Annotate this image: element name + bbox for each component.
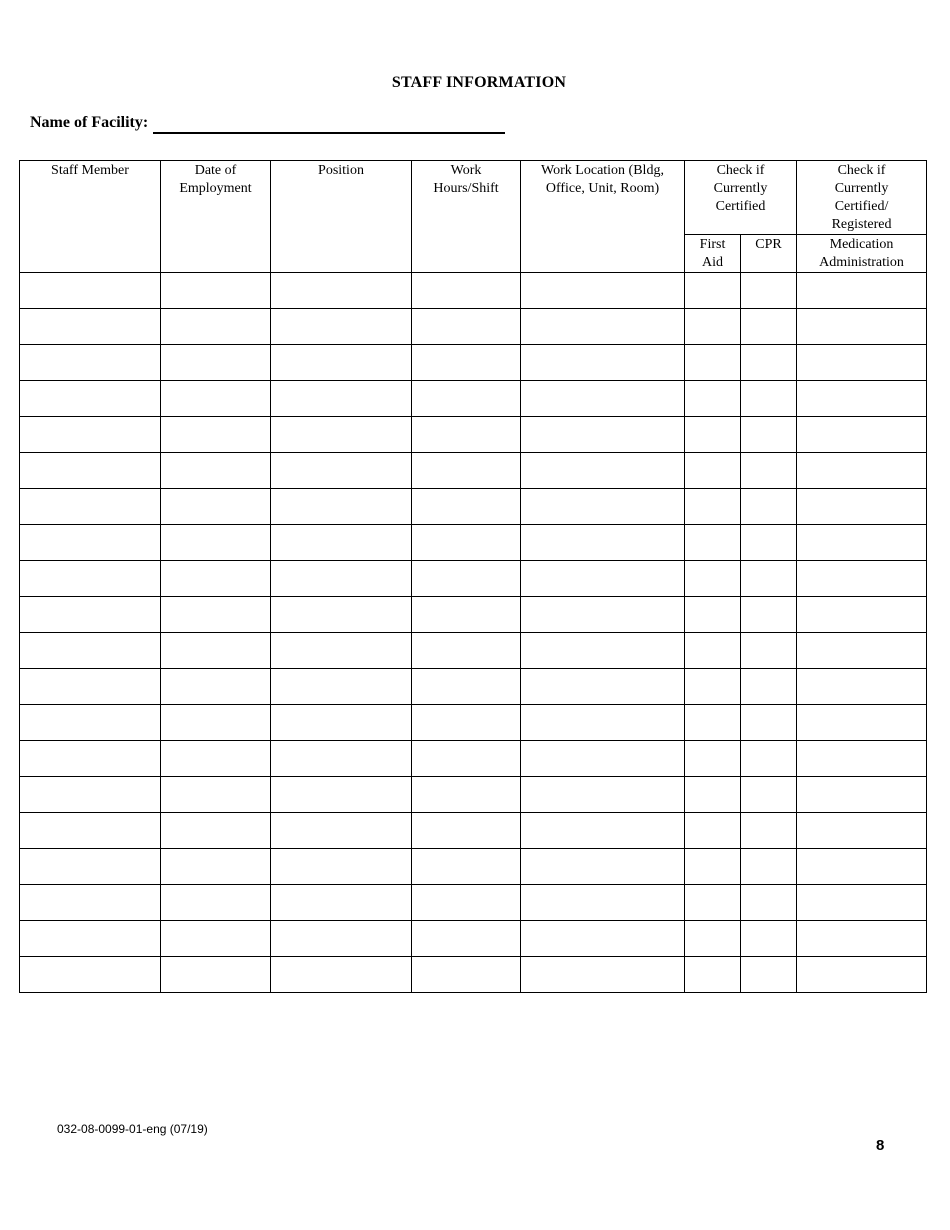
cell-cpr[interactable] <box>741 417 797 453</box>
cell-date-of-employment[interactable] <box>161 849 271 885</box>
cell-first-aid[interactable] <box>685 489 741 525</box>
cell-first-aid[interactable] <box>685 633 741 669</box>
cell-work-location[interactable] <box>521 417 685 453</box>
header-staff-member: Staff Member <box>20 161 161 273</box>
cell-medication-administration[interactable] <box>797 561 927 597</box>
cell-staff-member[interactable] <box>20 633 161 669</box>
cell-date-of-employment[interactable] <box>161 453 271 489</box>
cell-position[interactable] <box>271 489 412 525</box>
cell-staff-member[interactable] <box>20 957 161 993</box>
cell-work-location[interactable] <box>521 669 685 705</box>
cell-position[interactable] <box>271 525 412 561</box>
cell-staff-member[interactable] <box>20 309 161 345</box>
table-row <box>20 777 927 813</box>
cell-work-location[interactable] <box>521 885 685 921</box>
page-number: 8 <box>876 1137 885 1154</box>
cell-work-location[interactable] <box>521 957 685 993</box>
cell-cpr[interactable] <box>741 957 797 993</box>
cell-cpr[interactable] <box>741 777 797 813</box>
cell-medication-administration[interactable] <box>797 669 927 705</box>
cell-cpr[interactable] <box>741 381 797 417</box>
header-check-certified: Check if Currently Certified <box>685 161 797 235</box>
table-row <box>20 705 927 741</box>
cell-work-location[interactable] <box>521 309 685 345</box>
cell-work-hours-shift[interactable] <box>412 741 521 777</box>
cell-work-hours-shift[interactable] <box>412 525 521 561</box>
cell-staff-member[interactable] <box>20 705 161 741</box>
header-cpr: CPR <box>741 235 797 273</box>
cell-cpr[interactable] <box>741 345 797 381</box>
cell-date-of-employment[interactable] <box>161 921 271 957</box>
table-row <box>20 633 927 669</box>
cell-first-aid[interactable] <box>685 957 741 993</box>
cell-date-of-employment[interactable] <box>161 633 271 669</box>
cell-medication-administration[interactable] <box>797 525 927 561</box>
cell-work-hours-shift[interactable] <box>412 309 521 345</box>
cell-date-of-employment[interactable] <box>161 489 271 525</box>
cell-staff-member[interactable] <box>20 453 161 489</box>
cell-first-aid[interactable] <box>685 309 741 345</box>
cell-work-hours-shift[interactable] <box>412 669 521 705</box>
cell-first-aid[interactable] <box>685 453 741 489</box>
table-row <box>20 273 927 309</box>
staff-information-table <box>19 160 927 993</box>
cell-medication-administration[interactable] <box>797 309 927 345</box>
cell-work-hours-shift[interactable] <box>412 957 521 993</box>
cell-work-hours-shift[interactable] <box>412 273 521 309</box>
table-row <box>20 417 927 453</box>
table-row <box>20 921 927 957</box>
cell-date-of-employment[interactable] <box>161 525 271 561</box>
cell-work-location[interactable] <box>521 561 685 597</box>
cell-date-of-employment[interactable] <box>161 813 271 849</box>
cell-work-location[interactable] <box>521 453 685 489</box>
header-first-aid: First Aid <box>685 235 741 273</box>
cell-cpr[interactable] <box>741 813 797 849</box>
cell-cpr[interactable] <box>741 849 797 885</box>
cell-medication-administration[interactable] <box>797 381 927 417</box>
cell-medication-administration[interactable] <box>797 597 927 633</box>
cell-first-aid[interactable] <box>685 849 741 885</box>
cell-cpr[interactable] <box>741 525 797 561</box>
cell-position[interactable] <box>271 561 412 597</box>
cell-date-of-employment[interactable] <box>161 345 271 381</box>
cell-staff-member[interactable] <box>20 525 161 561</box>
table-row <box>20 597 927 633</box>
cell-work-location[interactable] <box>521 705 685 741</box>
cell-work-location[interactable] <box>521 849 685 885</box>
cell-position[interactable] <box>271 633 412 669</box>
cell-medication-administration[interactable] <box>797 813 927 849</box>
cell-work-hours-shift[interactable] <box>412 885 521 921</box>
cell-first-aid[interactable] <box>685 813 741 849</box>
cell-medication-administration[interactable] <box>797 885 927 921</box>
cell-cpr[interactable] <box>741 273 797 309</box>
cell-date-of-employment[interactable] <box>161 561 271 597</box>
cell-staff-member[interactable] <box>20 489 161 525</box>
table-row <box>20 345 927 381</box>
cell-staff-member[interactable] <box>20 741 161 777</box>
cell-date-of-employment[interactable] <box>161 957 271 993</box>
table-row <box>20 309 927 345</box>
cell-medication-administration[interactable] <box>797 345 927 381</box>
cell-work-hours-shift[interactable] <box>412 489 521 525</box>
cell-work-hours-shift[interactable] <box>412 417 521 453</box>
table-row <box>20 561 927 597</box>
cell-work-hours-shift[interactable] <box>412 597 521 633</box>
cell-work-hours-shift[interactable] <box>412 705 521 741</box>
facility-label: Name of Facility: <box>30 114 149 131</box>
table-row <box>20 813 927 849</box>
cell-work-location[interactable] <box>521 777 685 813</box>
cell-first-aid[interactable] <box>685 741 741 777</box>
table-row <box>20 381 927 417</box>
cell-staff-member[interactable] <box>20 561 161 597</box>
cell-work-location[interactable] <box>521 741 685 777</box>
cell-work-hours-shift[interactable] <box>412 777 521 813</box>
table-row <box>20 849 927 885</box>
cell-medication-administration[interactable] <box>797 849 927 885</box>
header-work-location: Work Location (Bldg, Office, Unit, Room) <box>521 161 685 273</box>
cell-medication-administration[interactable] <box>797 957 927 993</box>
cell-staff-member[interactable] <box>20 849 161 885</box>
cell-position[interactable] <box>271 777 412 813</box>
cell-position[interactable] <box>271 921 412 957</box>
table-row <box>20 669 927 705</box>
cell-cpr[interactable] <box>741 309 797 345</box>
cell-position[interactable] <box>271 597 412 633</box>
cell-position[interactable] <box>271 381 412 417</box>
cell-cpr[interactable] <box>741 597 797 633</box>
cell-work-hours-shift[interactable] <box>412 453 521 489</box>
cell-medication-administration[interactable] <box>797 777 927 813</box>
cell-medication-administration[interactable] <box>797 489 927 525</box>
header-position: Position <box>271 161 412 273</box>
cell-work-hours-shift[interactable] <box>412 813 521 849</box>
cell-work-location[interactable] <box>521 525 685 561</box>
cell-date-of-employment[interactable] <box>161 705 271 741</box>
table-row <box>20 453 927 489</box>
cell-cpr[interactable] <box>741 669 797 705</box>
cell-cpr[interactable] <box>741 885 797 921</box>
cell-position[interactable] <box>271 669 412 705</box>
cell-first-aid[interactable] <box>685 561 741 597</box>
cell-work-location[interactable] <box>521 381 685 417</box>
cell-position[interactable] <box>271 705 412 741</box>
cell-date-of-employment[interactable] <box>161 777 271 813</box>
cell-first-aid[interactable] <box>685 705 741 741</box>
cell-medication-administration[interactable] <box>797 453 927 489</box>
cell-cpr[interactable] <box>741 489 797 525</box>
cell-first-aid[interactable] <box>685 777 741 813</box>
cell-date-of-employment[interactable] <box>161 885 271 921</box>
cell-cpr[interactable] <box>741 705 797 741</box>
cell-medication-administration[interactable] <box>797 921 927 957</box>
cell-staff-member[interactable] <box>20 345 161 381</box>
header-date-of-employment: Date of Employment <box>161 161 271 273</box>
cell-date-of-employment[interactable] <box>161 669 271 705</box>
header-check-certified-registered: Check if Currently Certified/ Registered <box>797 161 927 235</box>
cell-work-hours-shift[interactable] <box>412 561 521 597</box>
cell-first-aid[interactable] <box>685 921 741 957</box>
cell-position[interactable] <box>271 345 412 381</box>
cell-cpr[interactable] <box>741 453 797 489</box>
cell-position[interactable] <box>271 813 412 849</box>
table-row <box>20 741 927 777</box>
cell-position[interactable] <box>271 309 412 345</box>
cell-date-of-employment[interactable] <box>161 741 271 777</box>
cell-work-location[interactable] <box>521 273 685 309</box>
cell-cpr[interactable] <box>741 561 797 597</box>
table-row <box>20 525 927 561</box>
cell-work-location[interactable] <box>521 813 685 849</box>
cell-position[interactable] <box>271 741 412 777</box>
cell-staff-member[interactable] <box>20 813 161 849</box>
cell-first-aid[interactable] <box>685 669 741 705</box>
cell-position[interactable] <box>271 957 412 993</box>
cell-staff-member[interactable] <box>20 777 161 813</box>
cell-work-location[interactable] <box>521 597 685 633</box>
cell-date-of-employment[interactable] <box>161 597 271 633</box>
cell-cpr[interactable] <box>741 633 797 669</box>
cell-date-of-employment[interactable] <box>161 417 271 453</box>
cell-staff-member[interactable] <box>20 597 161 633</box>
cell-medication-administration[interactable] <box>797 417 927 453</box>
cell-work-hours-shift[interactable] <box>412 633 521 669</box>
cell-work-hours-shift[interactable] <box>412 345 521 381</box>
cell-first-aid[interactable] <box>685 273 741 309</box>
cell-work-hours-shift[interactable] <box>412 849 521 885</box>
table-row <box>20 489 927 525</box>
cell-staff-member[interactable] <box>20 669 161 705</box>
cell-first-aid[interactable] <box>685 885 741 921</box>
cell-work-hours-shift[interactable] <box>412 921 521 957</box>
cell-staff-member[interactable] <box>20 417 161 453</box>
cell-staff-member[interactable] <box>20 921 161 957</box>
form-title: STAFF INFORMATION <box>391 74 567 91</box>
cell-first-aid[interactable] <box>685 597 741 633</box>
cell-medication-administration[interactable] <box>797 705 927 741</box>
cell-cpr[interactable] <box>741 741 797 777</box>
cell-work-location[interactable] <box>521 489 685 525</box>
cell-work-location[interactable] <box>521 345 685 381</box>
cell-first-aid[interactable] <box>685 381 741 417</box>
cell-staff-member[interactable] <box>20 885 161 921</box>
header-work-hours-shift: Work Hours/Shift <box>412 161 521 273</box>
facility-input-line[interactable] <box>153 132 505 134</box>
form-code: 032-08-0099-01-eng (07/19) <box>57 1122 208 1136</box>
cell-position[interactable] <box>271 453 412 489</box>
cell-medication-administration[interactable] <box>797 273 927 309</box>
cell-date-of-employment[interactable] <box>161 309 271 345</box>
cell-position[interactable] <box>271 885 412 921</box>
cell-staff-member[interactable] <box>20 273 161 309</box>
facility-field <box>30 114 505 132</box>
cell-medication-administration[interactable] <box>797 633 927 669</box>
table-row <box>20 885 927 921</box>
cell-work-hours-shift[interactable] <box>412 381 521 417</box>
cell-first-aid[interactable] <box>685 345 741 381</box>
cell-staff-member[interactable] <box>20 381 161 417</box>
cell-work-location[interactable] <box>521 633 685 669</box>
cell-date-of-employment[interactable] <box>161 273 271 309</box>
header-medication-administration: Medication Administration <box>797 235 927 273</box>
cell-medication-administration[interactable] <box>797 741 927 777</box>
cell-position[interactable] <box>271 849 412 885</box>
cell-work-location[interactable] <box>521 921 685 957</box>
cell-position[interactable] <box>271 417 412 453</box>
cell-first-aid[interactable] <box>685 417 741 453</box>
cell-position[interactable] <box>271 273 412 309</box>
cell-date-of-employment[interactable] <box>161 381 271 417</box>
cell-first-aid[interactable] <box>685 525 741 561</box>
cell-cpr[interactable] <box>741 921 797 957</box>
table-row <box>20 957 927 993</box>
